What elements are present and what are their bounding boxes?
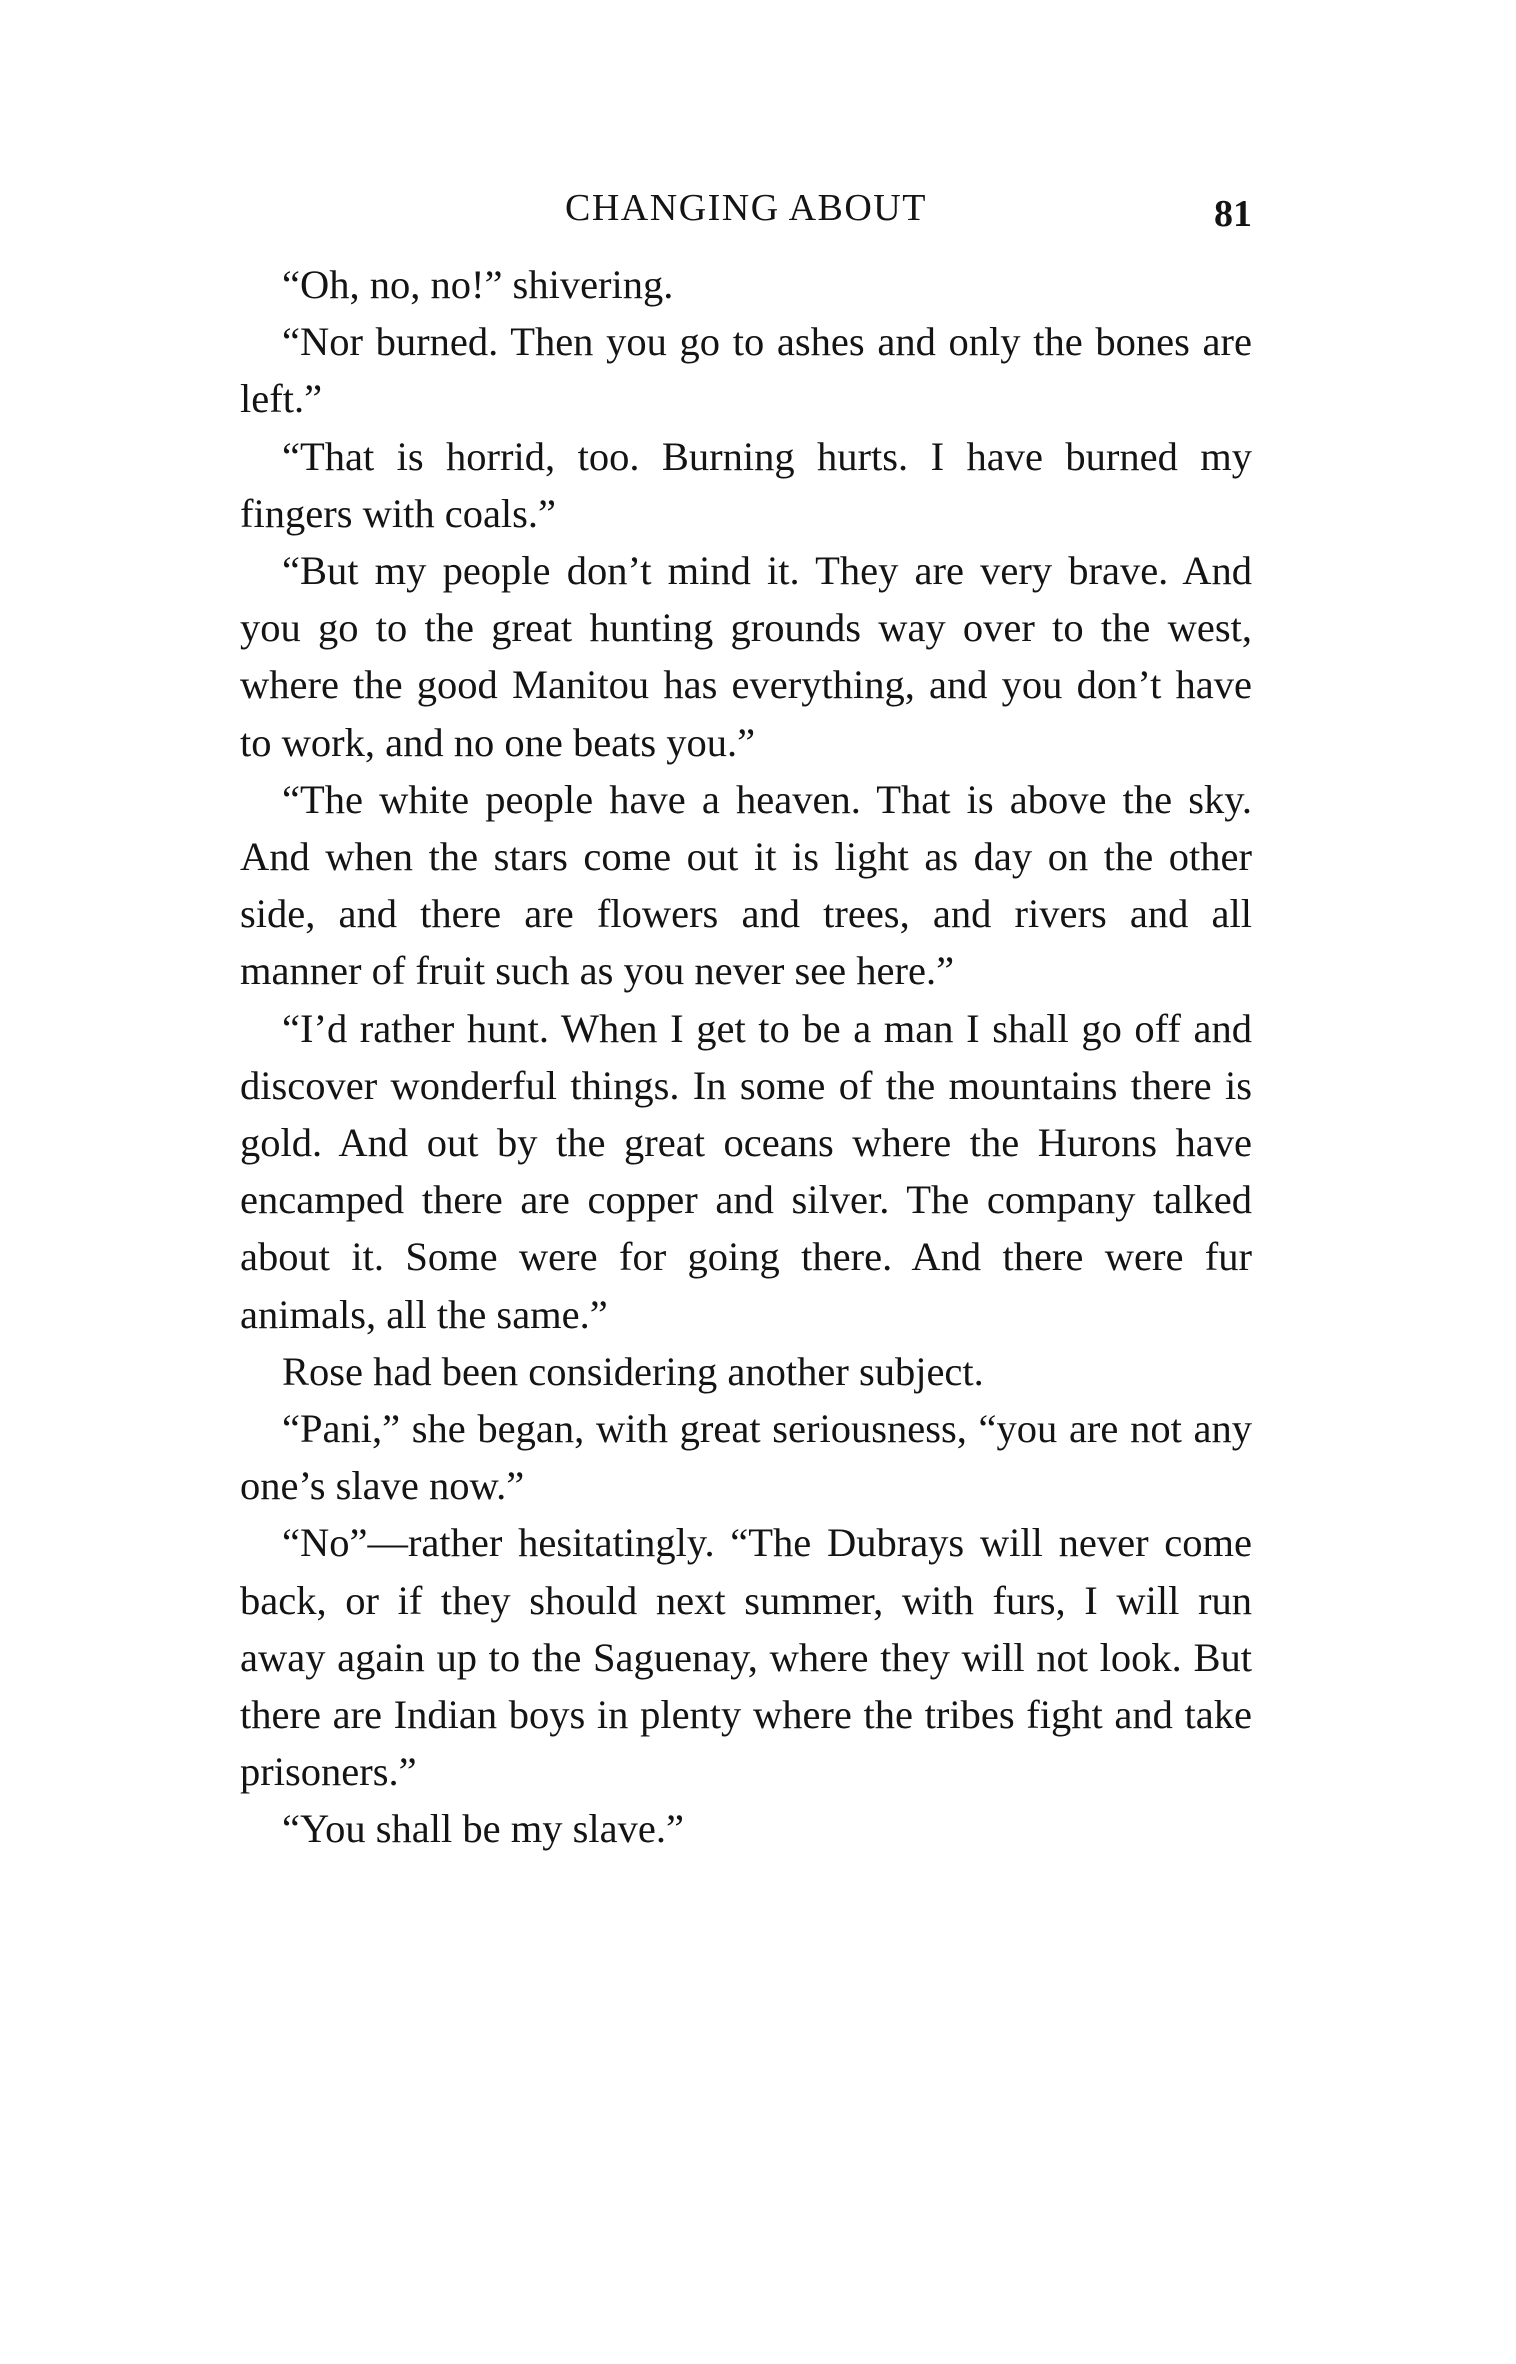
paragraph-10: “You shall be my slave.” (282, 1806, 684, 1852)
paragraph-6: “I’d rather hunt. When I get to be a man I shall go off and discover wonderful things. In some of the mountains there is gold. And out by the great oceans where the Hurons have encamped there are copper and silver. The company talked about it. Some were for going there. And there were fur animals, all the same.” (240, 1005, 1252, 1337)
paragraph-9: “No”—rather hesitatingly. “The Dubrays will never come back, or if they should next summer, with furs, I will run away again up to the Saguenay, where they will not look. But there are Indian boys in plenty where the tribes fight and take prisoners.” (240, 1520, 1252, 1795)
paragraph-8: “Pani,” she began, with great seriousness, “you are not any one’s slave now.” (240, 1406, 1252, 1509)
paragraph-5: “The white people have a heaven. That is above the sky. And when the stars come out it is light as day on the other side, and there are flowers and trees, and rivers and all manner of fruit such as you never see here.” (240, 776, 1252, 994)
paragraph-4: “But my people don’t mind it. They are very brave. And you go to the great hunting grounds way over to the west, where the good Manitou has everything, and you don’t have to work, and no one beats you.” (240, 548, 1252, 765)
paragraph-2: “Nor burned. Then you go to ashes and only the bones are left.” (240, 319, 1252, 422)
page-number: 81 (1214, 193, 1252, 235)
running-head (240, 178, 1252, 238)
body-text (240, 256, 1252, 1858)
running-title: CHANGING ABOUT (565, 187, 927, 229)
paragraph-3: “That is horrid, too. Burning hurts. I have burned my fingers with coals.” (240, 433, 1252, 536)
paragraph-1: “Oh, no, no!” shivering. (282, 262, 674, 307)
paragraph-7: Rose had been considering another subject. (282, 1348, 984, 1394)
